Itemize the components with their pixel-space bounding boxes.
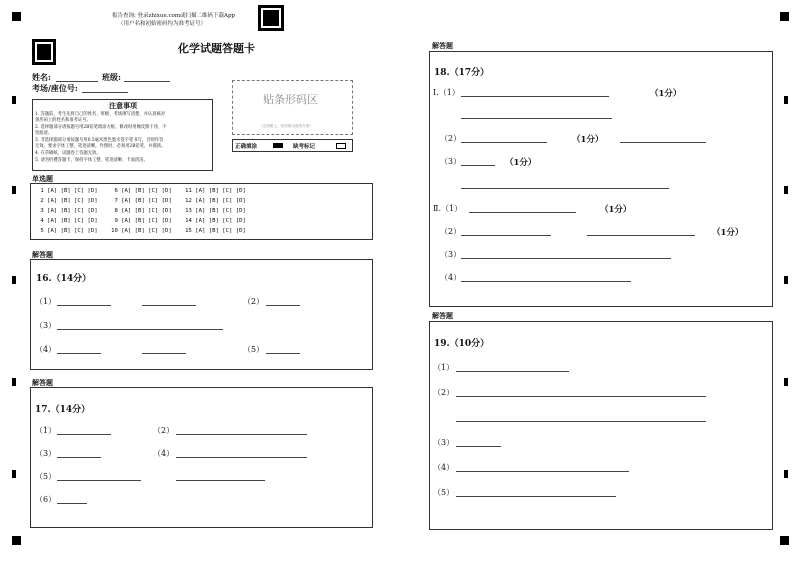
qr-code-icon[interactable] bbox=[258, 5, 284, 31]
barcode-area bbox=[232, 80, 353, 135]
q16-label-2: （2） bbox=[243, 297, 265, 306]
correct-fill-swatch bbox=[273, 143, 283, 148]
mcq-row[interactable]: 2 [A] [B] [C] [D] 7 [A] [B] [C] [D] 12 [A] [B] [C] [D] bbox=[37, 198, 246, 204]
answer-line[interactable] bbox=[57, 305, 111, 306]
q17-label-5: （5） bbox=[35, 472, 57, 481]
answer-line[interactable] bbox=[456, 446, 501, 447]
answer-section-label: 解答题 bbox=[32, 251, 53, 259]
q19-label-5: （5） bbox=[433, 488, 455, 497]
answer-line[interactable] bbox=[461, 165, 495, 166]
class-label: 班级: bbox=[102, 72, 121, 82]
answer-line[interactable] bbox=[57, 329, 223, 330]
corner-mark-tl bbox=[12, 12, 21, 21]
barcode-title: 贴条形码区 bbox=[263, 93, 318, 106]
mcq-row[interactable]: 5 [A] [B] [C] [D] 10 [A] [B] [C] [D] 15 [A] [B] [C] [D] bbox=[37, 228, 246, 234]
q18-score: （1分） bbox=[505, 158, 537, 168]
answer-line[interactable] bbox=[461, 96, 609, 97]
class-field[interactable] bbox=[124, 81, 170, 82]
q17-label-3: （3） bbox=[35, 449, 57, 458]
timing-mark bbox=[784, 378, 788, 386]
corner-mark-br bbox=[780, 536, 789, 545]
answer-line[interactable] bbox=[456, 421, 706, 422]
notice-box bbox=[32, 99, 213, 171]
q19-label-4: （4） bbox=[433, 463, 455, 472]
q19-label-1: （1） bbox=[433, 363, 455, 372]
mcq-row[interactable]: 3 [A] [B] [C] [D] 8 [A] [B] [C] [D] 13 [A] [B] [C] [D] bbox=[37, 208, 246, 214]
q18-part2-label: Ⅱ.（1） bbox=[433, 204, 463, 213]
q16-label-3: （3） bbox=[35, 321, 57, 330]
timing-mark bbox=[12, 378, 16, 386]
q18-label: （4） bbox=[440, 273, 462, 282]
q18-score: （1分） bbox=[572, 135, 604, 145]
mcq-box bbox=[30, 183, 373, 240]
timing-mark bbox=[12, 470, 16, 478]
page-title: 化学试题答题卡 bbox=[178, 42, 255, 55]
answer-line[interactable] bbox=[176, 457, 307, 458]
answer-section-label: 解答题 bbox=[32, 379, 53, 387]
q16-label-1: （1） bbox=[35, 297, 57, 306]
answer-line[interactable] bbox=[57, 503, 87, 504]
answer-line[interactable] bbox=[57, 353, 101, 354]
report-query-note: 报告查询: 登录zhixue.com或扫描二维码下载App bbox=[112, 13, 236, 19]
q17-label-6: （6） bbox=[35, 495, 57, 504]
name-field[interactable] bbox=[56, 81, 98, 82]
timing-mark bbox=[784, 96, 788, 104]
mcq-row[interactable]: 4 [A] [B] [C] [D] 9 [A] [B] [C] [D] 14 [A] [B] [C] [D] bbox=[37, 218, 246, 224]
corner-mark-bl bbox=[12, 536, 21, 545]
notice-item: 4. 在草稿纸、试题卷上答题无效。 bbox=[35, 151, 101, 156]
answer-line[interactable] bbox=[461, 188, 669, 189]
answer-line[interactable] bbox=[142, 353, 186, 354]
notice-item: 留痕迹。 bbox=[35, 131, 53, 136]
q18-box bbox=[429, 51, 773, 307]
corner-mark-tr bbox=[780, 12, 789, 21]
answer-line[interactable] bbox=[456, 496, 616, 497]
timing-mark bbox=[784, 186, 788, 194]
timing-mark bbox=[784, 276, 788, 284]
answer-line[interactable] bbox=[57, 457, 101, 458]
answer-line[interactable] bbox=[456, 371, 569, 372]
answer-line[interactable] bbox=[461, 281, 631, 282]
q16-box bbox=[30, 259, 373, 370]
notice-item: 2. 选择题部分请按题号用2B铅笔填涂方框，修改时用橡皮擦干净，不 bbox=[35, 125, 167, 130]
q19-label-3: （3） bbox=[433, 438, 455, 447]
answer-line[interactable] bbox=[461, 142, 547, 143]
q18-label: （3） bbox=[440, 157, 462, 166]
answer-line[interactable] bbox=[461, 235, 551, 236]
barcode-note: （正面朝上，切勿贴出虚线方框） bbox=[259, 124, 313, 128]
answer-line[interactable] bbox=[461, 118, 612, 119]
q17-label-2: （2） bbox=[153, 426, 175, 435]
q17-title: 17.（14分） bbox=[35, 405, 91, 415]
answer-line[interactable] bbox=[620, 142, 706, 143]
answer-line[interactable] bbox=[456, 396, 706, 397]
notice-title: 注意事项 bbox=[109, 102, 137, 110]
q16-label-4: （4） bbox=[35, 345, 57, 354]
q17-label-4: （4） bbox=[153, 449, 175, 458]
answer-line[interactable] bbox=[587, 235, 695, 236]
answer-section-label: 解答题 bbox=[432, 312, 453, 320]
timing-mark bbox=[12, 96, 16, 104]
name-label: 姓名: bbox=[32, 72, 51, 82]
answer-line[interactable] bbox=[266, 305, 300, 306]
timing-mark bbox=[12, 276, 16, 284]
answer-line[interactable] bbox=[456, 471, 629, 472]
mcq-section-label: 单选题 bbox=[32, 175, 53, 183]
correct-fill-label: 正确填涂 bbox=[235, 144, 258, 150]
notice-item: 无效。要求字体工整、笔迹清晰。作图时，必须用2B铅笔，并描浓。 bbox=[35, 144, 166, 149]
q18-part1-label: Ⅰ.（1） bbox=[433, 88, 460, 97]
q17-box bbox=[30, 387, 373, 528]
notice-item: 5. 请勿折叠答题卡，保持字体工整、笔迹清晰、卡面清洁。 bbox=[35, 158, 148, 163]
notice-item: 1. 答题前，考生先将自己的姓名、班级、考场填写清楚，并认真核对 bbox=[35, 112, 166, 117]
timing-mark bbox=[784, 470, 788, 478]
answer-line[interactable] bbox=[176, 434, 307, 435]
answer-line[interactable] bbox=[57, 480, 141, 481]
q19-box bbox=[429, 321, 773, 530]
answer-line[interactable] bbox=[266, 353, 300, 354]
notice-item: 3. 非选择题部分请按题号用0.5毫米黑色墨水签字笔书写，否则作答 bbox=[35, 138, 164, 143]
q18-label: （2） bbox=[440, 227, 462, 236]
q18-score: （1分） bbox=[600, 205, 632, 215]
q18-label: （2） bbox=[440, 134, 462, 143]
q19-label-2: （2） bbox=[433, 388, 455, 397]
answer-line[interactable] bbox=[142, 305, 196, 306]
password-note: （用户名和初始密码均为准考证号） bbox=[118, 21, 207, 27]
q19-title: 19.（10分） bbox=[434, 339, 490, 349]
q18-score: （1分） bbox=[650, 89, 682, 99]
notice-item: 条形码上的姓名和准考证号。 bbox=[35, 118, 91, 123]
fill-example bbox=[232, 139, 353, 152]
q17-label-1: （1） bbox=[35, 426, 57, 435]
q18-title: 18.（17分） bbox=[434, 68, 490, 78]
answer-section-label: 解答题 bbox=[432, 42, 453, 50]
absent-mark-label: 缺考标记 bbox=[293, 144, 316, 150]
q16-title: 16.（14分） bbox=[36, 274, 92, 284]
q18-label: （3） bbox=[440, 250, 462, 259]
room-field[interactable] bbox=[82, 92, 128, 93]
timing-mark bbox=[12, 186, 16, 194]
q16-label-5: （5） bbox=[243, 345, 265, 354]
q18-score: （1分） bbox=[712, 228, 744, 238]
answer-line[interactable] bbox=[461, 258, 671, 259]
absent-mark-box[interactable] bbox=[336, 143, 346, 149]
answer-line[interactable] bbox=[57, 434, 111, 435]
room-label: 考场/座位号: bbox=[32, 83, 78, 93]
mcq-row[interactable]: 1 [A] [B] [C] [D] 6 [A] [B] [C] [D] 11 [A] [B] [C] [D] bbox=[37, 188, 246, 194]
qr-code-icon bbox=[32, 39, 56, 65]
answer-line[interactable] bbox=[176, 480, 265, 481]
answer-line[interactable] bbox=[469, 212, 576, 213]
